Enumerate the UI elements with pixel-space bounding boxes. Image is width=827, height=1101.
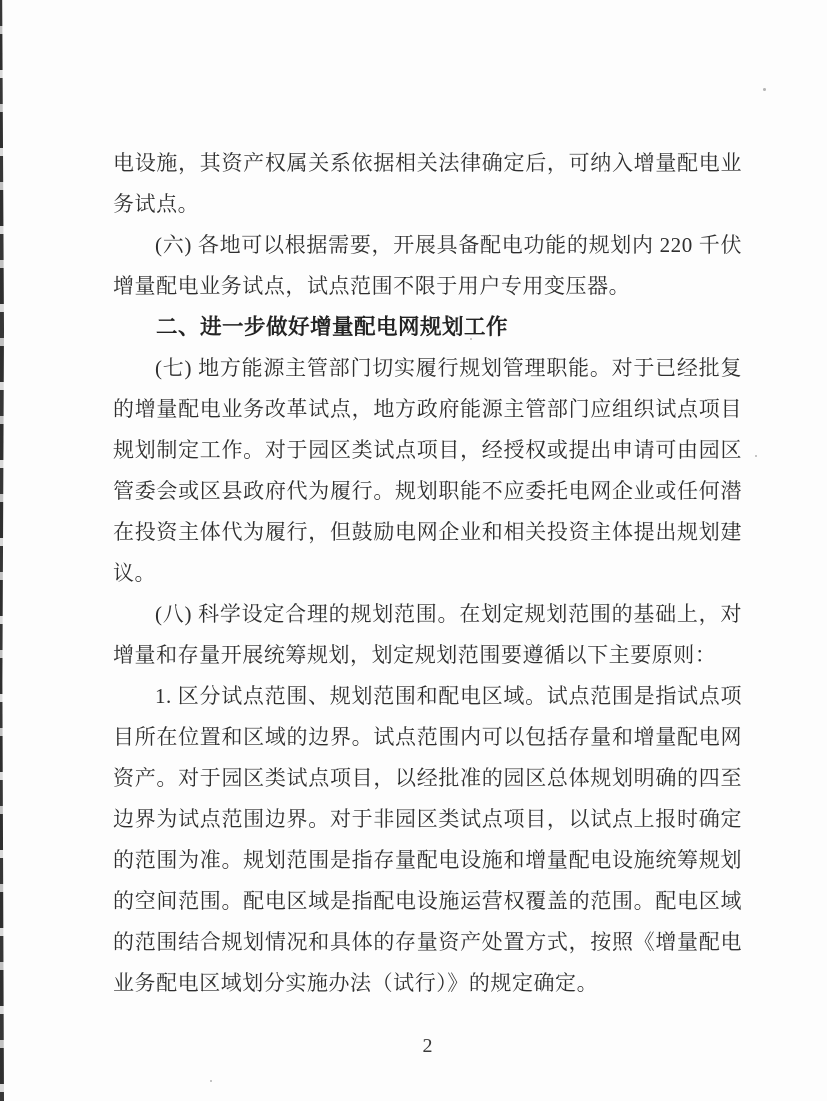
paragraph-rule-1: 1. 区分试点范围、规划范围和配电区域。试点范围是指试点项目所在位置和区域的边界。试点范围内可以包括存量和增量配电网资产。对于园区类试点项目，以经批准的园区总体规划明确的四至边界为试点范围边界。对于非园区类试点项目，以试点上报时确定的范围为准。规划范围是指存量配电设施和增量配电设施统筹规划的空间范围。配电区域是指配电设施运营权覆盖的范围。配电区域的范围结合规划情况和具体的存量资产处置方式，按照《增量配电业务配电区域划分实施办法（试行）》的规定确定。	[113, 684, 742, 995]
document-body	[113, 143, 742, 1004]
paragraph-item-8: (八) 科学设定合理的规划范围。在划定规划范围的基础上，对增量和存量开展统筹规划，划定规划范围要遵循以下主要原则：	[113, 602, 742, 667]
section-heading: 二、进一步做好增量配电网规划工作	[156, 315, 509, 339]
scan-speck	[470, 338, 472, 340]
paragraph-item-7: (七) 地方能源主管部门切实履行规划管理职能。对于已经批复的增量配电业务改革试点，地方政府能源主管部门应组织试点项目规划制定工作。对于园区类试点项目，经授权或提出申请可由园区管委会或区县政府代为履行。规划职能不应委托电网企业或任何潜在投资主体代为履行，但鼓励电网企业和相关投资主体提出规划建议。	[113, 356, 742, 585]
paragraph-continuation: 电设施，其资产权属关系依据相关法律确定后，可纳入增量配电业务试点。	[113, 151, 742, 216]
paragraph-item-6: (六) 各地可以根据需要，开展具备配电功能的规划内 220 千伏增量配电业务试点，试点范围不限于用户专用变压器。	[113, 233, 742, 298]
scan-speck	[210, 1080, 212, 1082]
scan-speck	[688, 903, 690, 905]
scan-speck	[755, 455, 757, 457]
scan-speck	[763, 88, 766, 91]
scan-speck	[604, 170, 606, 172]
page-number: 2	[422, 1035, 433, 1057]
scan-speck	[300, 622, 302, 624]
scan-edge-artifact	[0, 0, 4, 1101]
